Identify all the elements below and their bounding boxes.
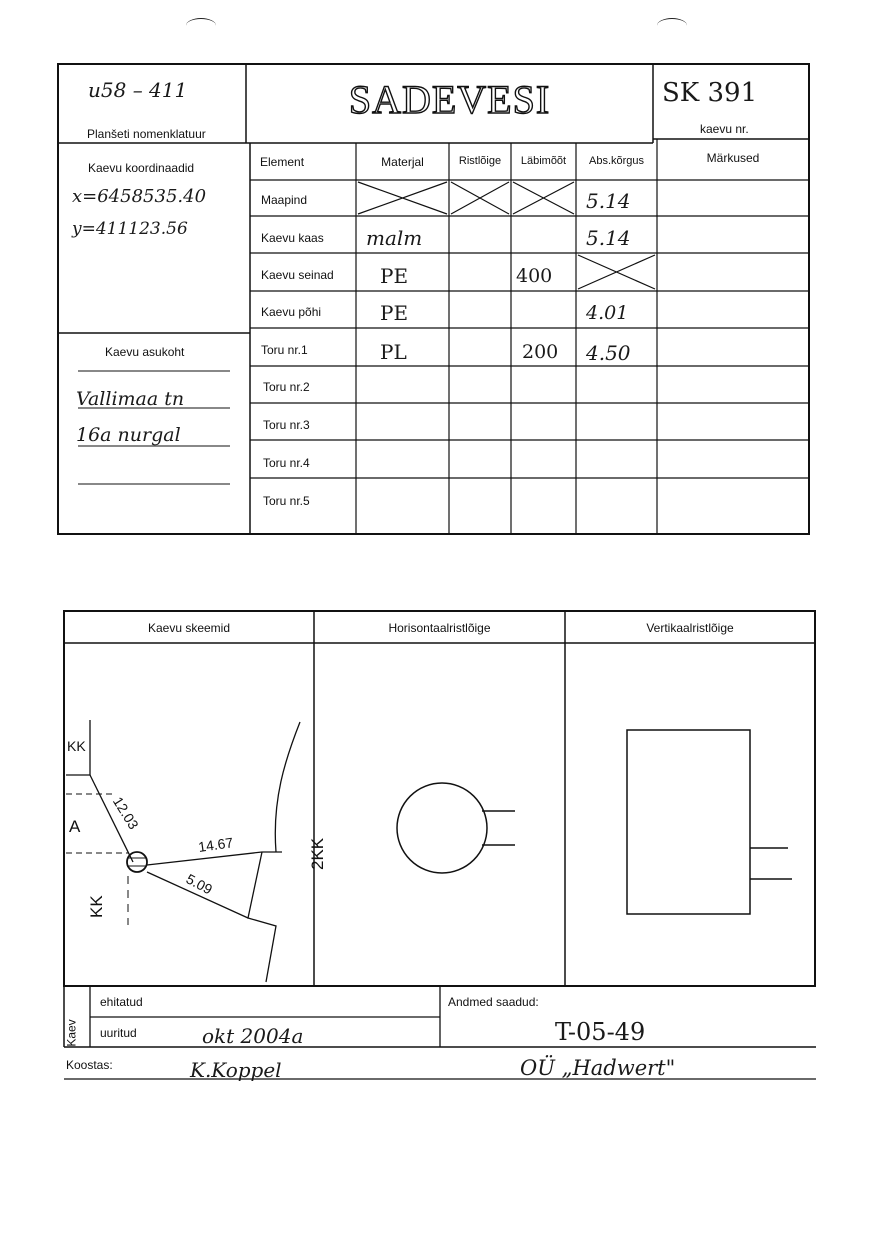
col-header-material: Materjal [381, 155, 424, 169]
surveyed-value: okt 2004a [202, 1024, 304, 1048]
row-elevation: 4.50 [586, 341, 631, 365]
page-title: SADEVESI [348, 77, 551, 122]
sketch-label-kk-top: KK [67, 738, 86, 754]
row-element: Toru nr.4 [263, 456, 310, 470]
coordinate-x: x=6458535.40 [72, 186, 207, 207]
row-element: Maapind [261, 193, 308, 207]
col-header-element: Element [260, 155, 305, 169]
row-element: Toru nr.2 [263, 380, 310, 394]
row-material: malm [366, 226, 423, 250]
well-number-label: kaevu nr. [700, 122, 749, 136]
row-element: Toru nr.3 [263, 418, 310, 432]
row-element: Kaevu põhi [261, 305, 322, 319]
col-header-section: Ristlõige [458, 155, 502, 167]
schemes-header: Kaevu skeemid [147, 621, 231, 635]
row-elevation: 4.01 [586, 302, 629, 324]
horizontal-section-header: Horisontaalristlõige [388, 621, 491, 635]
sketch-label-kk-bottom: KK [87, 895, 106, 918]
data-source-label: Andmed saadud: [448, 995, 539, 1009]
sketch-distance-3: 5.09 [183, 870, 216, 898]
col-header-elevation: Abs.kõrgus [588, 155, 645, 167]
well-side-label: Kaev [64, 1019, 79, 1047]
row-element: Kaevu kaas [261, 231, 324, 245]
well-number-value: SK 391 [662, 78, 758, 108]
data-source-value: T-05-49 [555, 1018, 646, 1046]
coordinates-label: Kaevu koordinaadid [88, 161, 195, 175]
location-line-1: Vallimaa tn [76, 388, 185, 410]
vertical-section-header: Vertikaalristlõige [646, 621, 734, 635]
row-material: PL [380, 340, 407, 364]
sketch-label-kk-right: 2KK [308, 837, 327, 870]
row-element: Toru nr.5 [263, 494, 310, 508]
map-sheet-value: u58 – 411 [88, 78, 188, 102]
map-sheet-label: Planšeti nomenklatuur [87, 127, 206, 141]
sketch-distance-1: 12.03 [109, 793, 142, 833]
row-elevation: 5.14 [586, 189, 631, 213]
compiled-by-value: K.Koppel [190, 1058, 282, 1082]
coordinate-y: y=411123.56 [72, 219, 188, 239]
col-header-diameter: Läbimõõt [520, 155, 567, 167]
row-elevation: 5.14 [586, 226, 631, 250]
company-value: OÜ „Hadwert" [520, 1056, 676, 1080]
location-line-2: 16a nurgal [76, 424, 181, 446]
sketch-distance-2: 14.67 [197, 834, 235, 855]
row-element: Toru nr.1 [261, 343, 308, 357]
location-label: Kaevu asukoht [105, 345, 185, 359]
built-label: ehitatud [100, 995, 143, 1009]
row-element: Kaevu seinad [261, 268, 334, 282]
surveyed-label: uuritud [100, 1026, 137, 1040]
row-material: PE [380, 301, 409, 325]
col-header-notes: Märkused [706, 151, 760, 165]
row-material: PE [380, 264, 409, 288]
sketch-label-a: A [69, 817, 81, 836]
compiled-by-label: Koostas: [66, 1058, 113, 1072]
row-diameter: 400 [516, 265, 553, 287]
row-diameter: 200 [522, 341, 559, 363]
